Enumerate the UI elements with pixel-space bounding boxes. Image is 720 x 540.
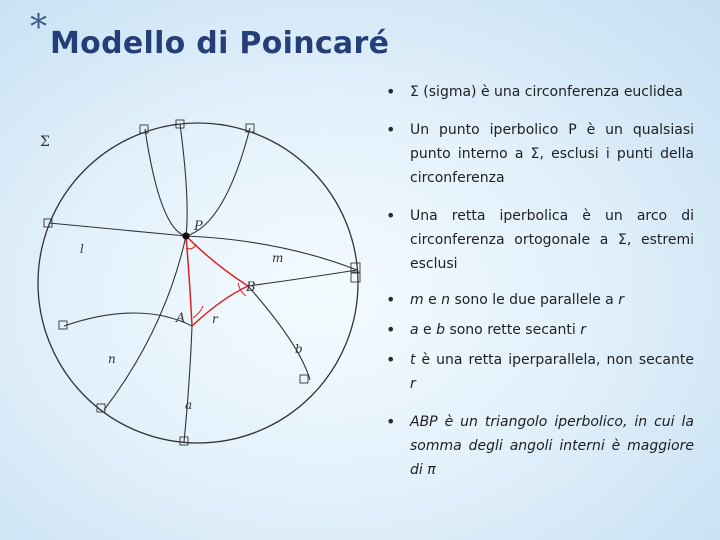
var-n: n: [441, 292, 451, 308]
bullet-dot: •: [386, 350, 396, 369]
var-r: r: [410, 376, 416, 392]
text-fragment: è una retta iperparallela, non secante: [415, 352, 694, 368]
list-item-text: Una retta iperbolica è un arco di circonferenza ortogonale a Σ, estremi esclusi: [410, 208, 694, 272]
bullet-dot: •: [386, 82, 396, 101]
boundary-circle-sigma: [38, 123, 358, 443]
label-sigma: Σ: [40, 134, 50, 150]
list-item: [386, 410, 694, 482]
label-r: r: [212, 312, 218, 326]
label-P: P: [194, 219, 203, 234]
text-fragment: sono rette secanti: [445, 322, 581, 338]
list-item: [386, 348, 694, 396]
var-r: r: [580, 322, 586, 338]
label-b: b: [295, 342, 303, 356]
line-n: [104, 236, 186, 410]
triangle-side-AB-r: [192, 286, 248, 326]
line-b: [248, 286, 310, 380]
label-n: n: [108, 352, 116, 366]
var-m: m: [410, 292, 424, 308]
var-a: a: [410, 322, 419, 338]
text-fragment: sono le due parallele a: [450, 292, 619, 308]
list-item: [386, 118, 694, 190]
list-item-text: [410, 348, 694, 396]
list-item-text: [410, 288, 694, 312]
list-item-text: Σ (sigma) è una circonferenza euclidea: [410, 84, 683, 100]
angle-arc-A: [193, 306, 203, 318]
var-t: t: [410, 352, 416, 368]
right-angle-mark: [351, 273, 360, 282]
line-l: [49, 223, 186, 236]
bullet-dot: •: [386, 320, 396, 339]
var-b: b: [436, 322, 445, 338]
label-B: B: [246, 280, 256, 295]
list-item: [386, 80, 694, 104]
bullet-dot: •: [386, 120, 396, 139]
list-item-text: Un punto iperbolico P è un qualsiasi punto interno a Σ, esclusi i punti della circonferenza: [410, 122, 694, 186]
line-a: [184, 326, 192, 442]
point-P: [182, 232, 189, 239]
line-top-left-arc: [145, 129, 186, 236]
definition-list: [386, 80, 694, 482]
line-B-to-right: [248, 270, 357, 286]
line-through-P-top: [180, 124, 187, 236]
list-item: [386, 288, 694, 312]
var-r: r: [618, 292, 624, 308]
label-m: m: [272, 251, 284, 265]
title-star-glyph: *: [30, 7, 47, 47]
right-angle-mark: [300, 375, 308, 383]
bullet-dot: •: [386, 290, 396, 309]
text-fragment: e: [423, 292, 442, 308]
text-fragment: e: [418, 322, 437, 338]
list-item: [386, 204, 694, 276]
triangle-side-PB: [186, 236, 248, 286]
bullet-dot: •: [386, 206, 396, 225]
line-A-left: [64, 313, 192, 326]
bullet-dot: •: [386, 412, 396, 431]
label-l: l: [80, 242, 84, 256]
list-item: [386, 318, 694, 342]
label-A: A: [176, 311, 186, 326]
label-a: a: [185, 398, 193, 412]
list-item-text: [410, 318, 694, 342]
page-title: Modello di Poincaré: [50, 26, 390, 61]
list-item-text: ABP è un triangolo iperbolico, in cui la somma degli angoli interni è maggiore di π: [410, 414, 694, 478]
triangle-side-PA: [186, 236, 192, 326]
